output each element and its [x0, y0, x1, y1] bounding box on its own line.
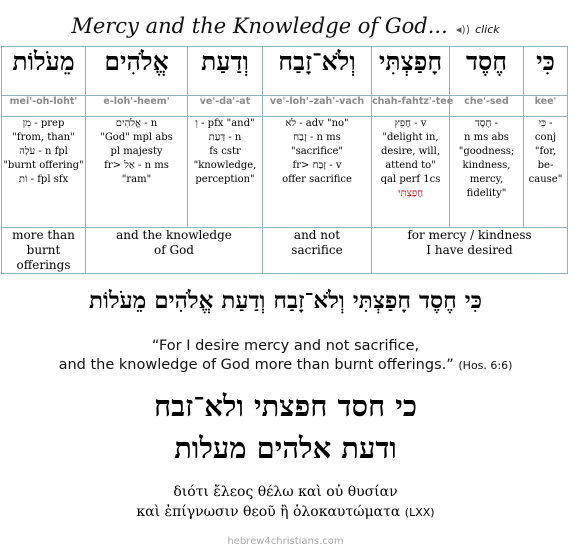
- gloss-cell: [2, 117, 86, 228]
- transliteration-row: [2, 96, 568, 117]
- gloss-line: conj: [534, 132, 557, 143]
- hebrew-block-text: [0, 385, 571, 469]
- gloss-line: כִּי -: [538, 118, 553, 129]
- transliteration: che'-sed: [450, 96, 524, 117]
- gloss-line: qal perf 1cs: [380, 174, 441, 185]
- english-verse: [0, 337, 571, 375]
- phrase-line: more than: [12, 228, 75, 242]
- gloss-line: perception": [195, 174, 255, 185]
- gloss-line: וֹת - fpl sfx: [18, 174, 69, 185]
- phrase-line: sacrifice: [291, 243, 343, 257]
- gloss-line: pl majesty: [110, 146, 163, 157]
- gloss-line: חֶסֶד -: [475, 118, 498, 129]
- phrase-cell: [2, 228, 86, 274]
- gloss-line: fs cstr: [209, 146, 241, 157]
- gloss-line: cause": [528, 174, 563, 185]
- hebrew-word: וְלֹא־זָבַח: [263, 47, 372, 96]
- gloss-line: offer sacrifice: [282, 174, 352, 185]
- transliteration: e-loh'-heem': [86, 96, 188, 117]
- hebrew-block-line: ודעת אלהים מעלות: [174, 431, 397, 465]
- hebrew-word: מֵעֹלוֹת: [2, 47, 86, 96]
- gloss-line: עֹלָה - n fpl: [19, 146, 68, 157]
- click-audio-link[interactable]: click: [475, 23, 500, 36]
- phrase-line: burnt offerings: [16, 243, 71, 272]
- transliteration: ve'-loh'–zah'-vach: [263, 96, 372, 117]
- page-title: Mercy and the Knowledge of God...: [71, 14, 448, 38]
- hebrew-word: כִּי: [524, 47, 568, 96]
- word-analysis-table: [1, 46, 568, 274]
- verse-line-with-ref: [0, 356, 571, 375]
- hebrew-word: וְדַעַת: [188, 47, 263, 96]
- gloss-line: אֱלֹהִים - n: [115, 118, 158, 129]
- transliteration: ve'-da'-at: [188, 96, 263, 117]
- site-credit: hebrew4christians.com: [227, 536, 344, 547]
- hebrew-word: אֱלֹהִים: [86, 47, 188, 96]
- page-title-row: [0, 14, 571, 38]
- gloss-cell: [263, 117, 372, 228]
- phrase-cell: [372, 228, 568, 274]
- greek-line: διότι ἔλεος θέλω καὶ οὐ θυσίαν: [173, 484, 398, 500]
- gloss-line: kindness,: [462, 160, 511, 171]
- gloss-line: be-: [537, 160, 554, 171]
- phrase-cell: [263, 228, 372, 274]
- gloss-line: וְ - pfx "and": [195, 118, 255, 129]
- gloss-line: זָבַח - n ms: [293, 132, 341, 143]
- gloss-line: mercy,: [469, 174, 504, 185]
- phrase-cell: [86, 228, 263, 274]
- gloss-line: attend to": [385, 160, 436, 171]
- gloss-line: "sacrifice": [290, 146, 344, 157]
- gloss-line: "God" mpl abs: [100, 132, 173, 143]
- gloss-line: "burnt offering": [3, 160, 84, 171]
- gloss-line: מִן - prep: [22, 118, 65, 129]
- phrase-line: of God: [154, 243, 194, 257]
- transliteration: kee': [524, 96, 568, 117]
- gloss-cell: [86, 117, 188, 228]
- speaker-icon[interactable]: ◂)): [455, 23, 470, 36]
- gloss-line: חָפֵץ - v: [394, 118, 427, 129]
- gloss-line: "delight in,: [382, 132, 439, 143]
- verse-line: “For I desire mercy and not sacrifice,: [151, 338, 420, 354]
- gloss-line: "knowledge,: [193, 160, 257, 171]
- transliteration: mei'-oh-loht': [2, 96, 86, 117]
- phrase-line: for mercy / kindness: [407, 228, 532, 242]
- verse-line: and the knowledge of God more than burnt offerings.”: [58, 357, 454, 373]
- gloss-line: fr> אַל - n ms: [104, 160, 169, 171]
- lxx-label: (LXX): [404, 506, 435, 519]
- gloss-line: fr> זָבַח - v: [292, 160, 342, 171]
- hebrew-word: חָפַצְתִּי: [372, 47, 450, 96]
- phrase-line: and the knowledge: [116, 228, 232, 242]
- transliteration: chah-fahtz'-tee: [372, 96, 450, 117]
- gloss-line: חָפַצְתִּי: [397, 188, 424, 199]
- gloss-cell: [188, 117, 263, 228]
- phrase-row: [2, 228, 568, 274]
- greek-line: καὶ ἐπίγνωσιν θεοῦ ἢ ὁλοκαυτώματα: [136, 504, 401, 520]
- gloss-line: fidelity": [466, 188, 507, 199]
- gloss-line: "for,: [534, 146, 557, 157]
- gloss-line: "goodness;: [458, 146, 515, 157]
- gloss-cell: [372, 117, 450, 228]
- gloss-line: n ms abs: [464, 132, 509, 143]
- greek-line-with-source: [0, 502, 571, 523]
- hebrew-word: חֶסֶד: [450, 47, 524, 96]
- hebrew-block-line: כי חסד חפצתי ולא־זבח: [153, 389, 418, 423]
- hebrew-word-row: [2, 47, 568, 96]
- gloss-line: לֹא - adv "no": [285, 118, 349, 129]
- gloss-line: "from, than": [12, 132, 75, 143]
- verse-reference: (Hos. 6:6): [458, 359, 513, 372]
- phrase-line: and not: [293, 228, 341, 242]
- phrase-line: I have desired: [426, 243, 513, 257]
- gloss-cell: [524, 117, 568, 228]
- gloss-line: "ram": [121, 174, 152, 185]
- hebrew-verse-line: כִּי חֶסֶד חָפַצְתִּי וְלֹא־זָבַח וְדַעַת אֱלֹהִים מֵעֹלוֹת: [88, 287, 483, 314]
- gloss-row: [2, 117, 568, 228]
- gloss-line: desire, will,: [380, 146, 441, 157]
- gloss-line: דַּעַת - n: [208, 132, 242, 143]
- gloss-cell: [450, 117, 524, 228]
- greek-verse: [0, 482, 571, 523]
